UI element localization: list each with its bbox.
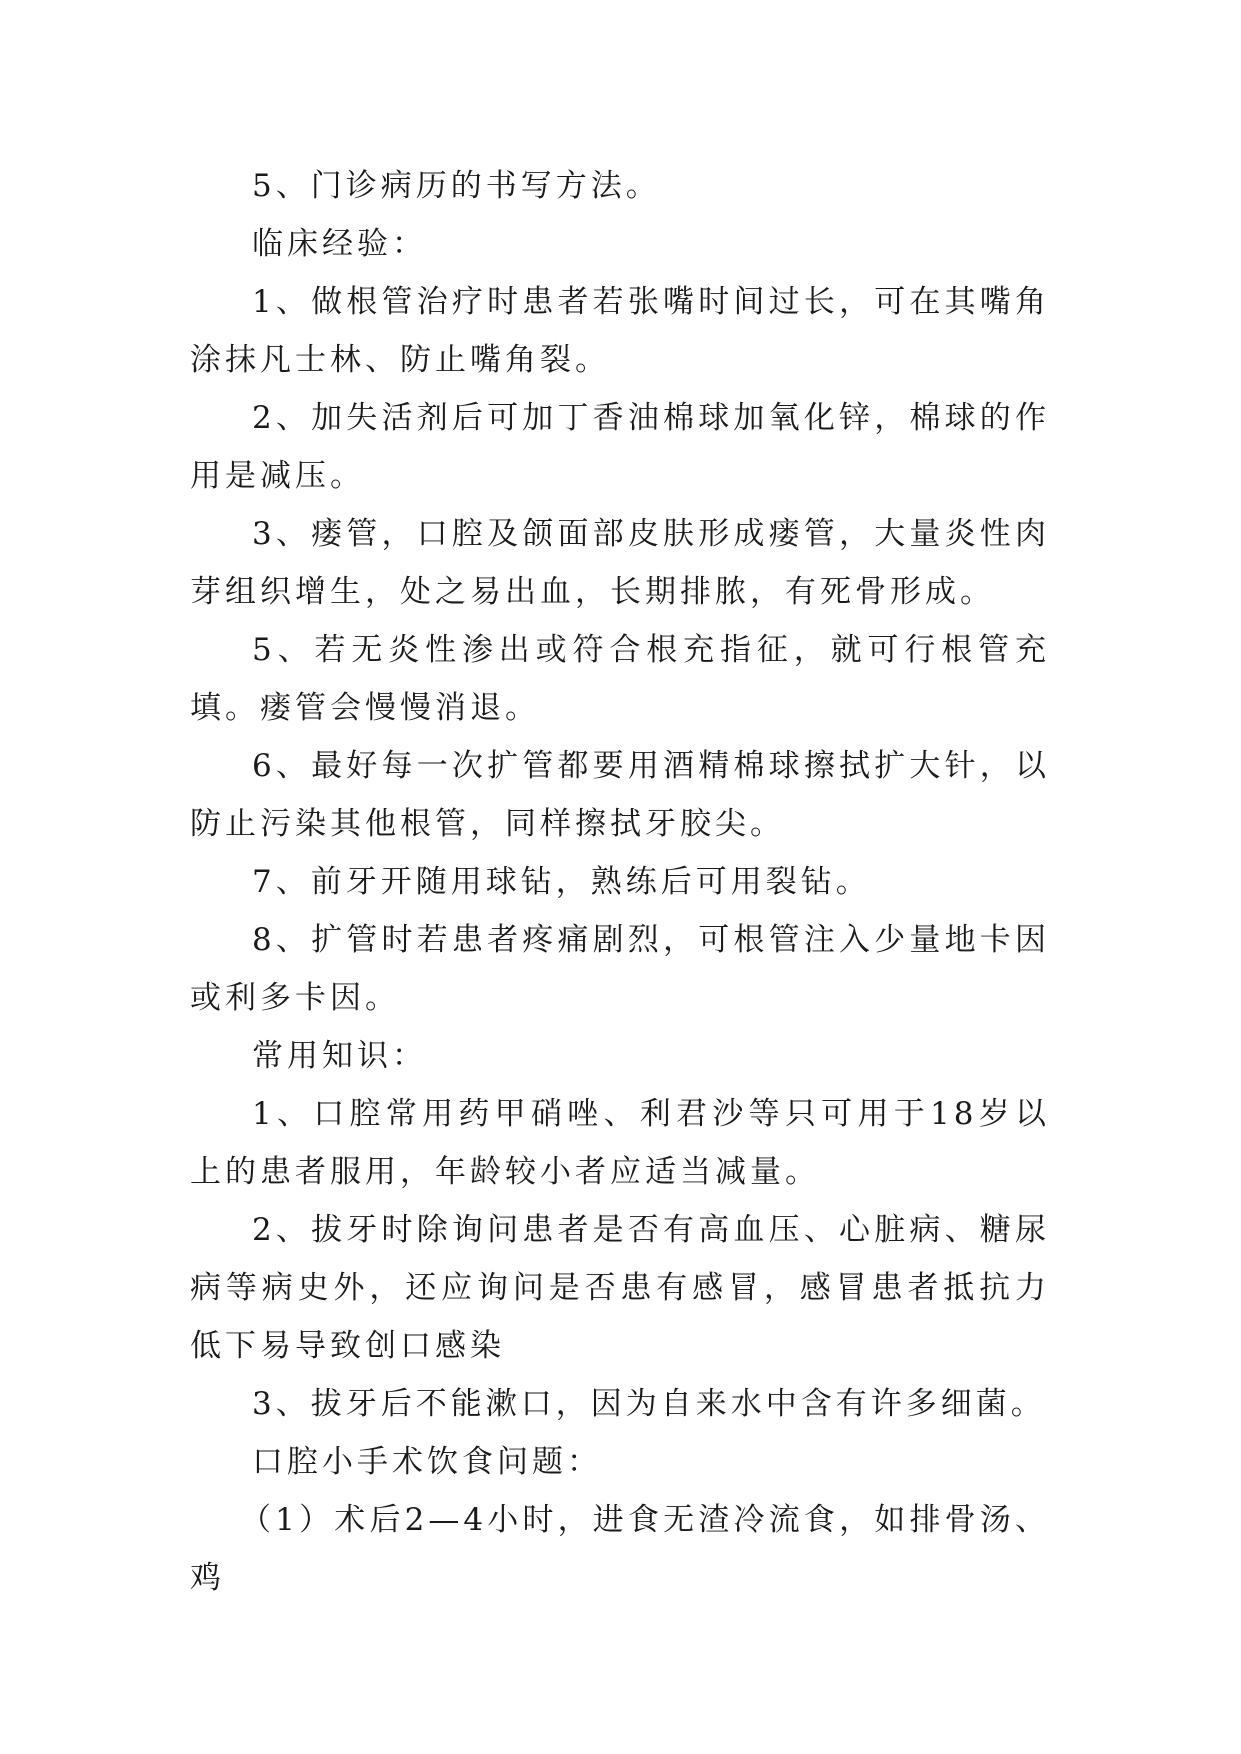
paragraph: （1）术后2—4小时，进食无渣冷流食，如排骨汤、鸡 [190, 1502, 1050, 1596]
paragraph: 5、若无炎性渗出或符合根充指征，就可行根管充填。瘘管会慢慢消退。 [190, 632, 1050, 726]
paragraph: 3、拔牙后不能漱口，因为自来水中含有许多细菌。 [252, 1386, 1046, 1422]
section-heading: 常用知识： [252, 1038, 427, 1074]
paragraph: 5、门诊病历的书写方法。 [252, 168, 661, 204]
paragraph: 2、拔牙时除询问患者是否有高血压、心脏病、糖尿病等病史外，还应询问是否患有感冒，感冒患者抵抗力低下易导致创口感染 [190, 1212, 1050, 1364]
paragraph: 8、扩管时若患者疼痛剧烈，可根管注入少量地卡因或利多卡因。 [190, 922, 1050, 1016]
section-heading: 临床经验： [252, 226, 427, 262]
document-body [190, 157, 1050, 1607]
paragraph: 6、最好每一次扩管都要用酒精棉球擦拭扩大针，以防止污染其他根管，同样擦拭牙胶尖。 [190, 748, 1050, 842]
paragraph: 1、口腔常用药甲硝唑、利君沙等只可用于18岁以上的患者服用，年龄较小者应适当减量。 [190, 1096, 1050, 1190]
paragraph: 1、做根管治疗时患者若张嘴时间过长，可在其嘴角涂抹凡士林、防止嘴角裂。 [190, 284, 1050, 378]
paragraph: 2、加失活剂后可加丁香油棉球加氧化锌，棉球的作用是减压。 [190, 400, 1050, 494]
paragraph: 7、前牙开随用球钻，熟练后可用裂钻。 [252, 864, 871, 900]
paragraph: 3、瘘管，口腔及颌面部皮肤形成瘘管，大量炎性肉芽组织增生，处之易出血，长期排脓，有死骨形成。 [190, 516, 1050, 610]
section-heading: 口腔小手术饮食问题： [252, 1444, 602, 1480]
